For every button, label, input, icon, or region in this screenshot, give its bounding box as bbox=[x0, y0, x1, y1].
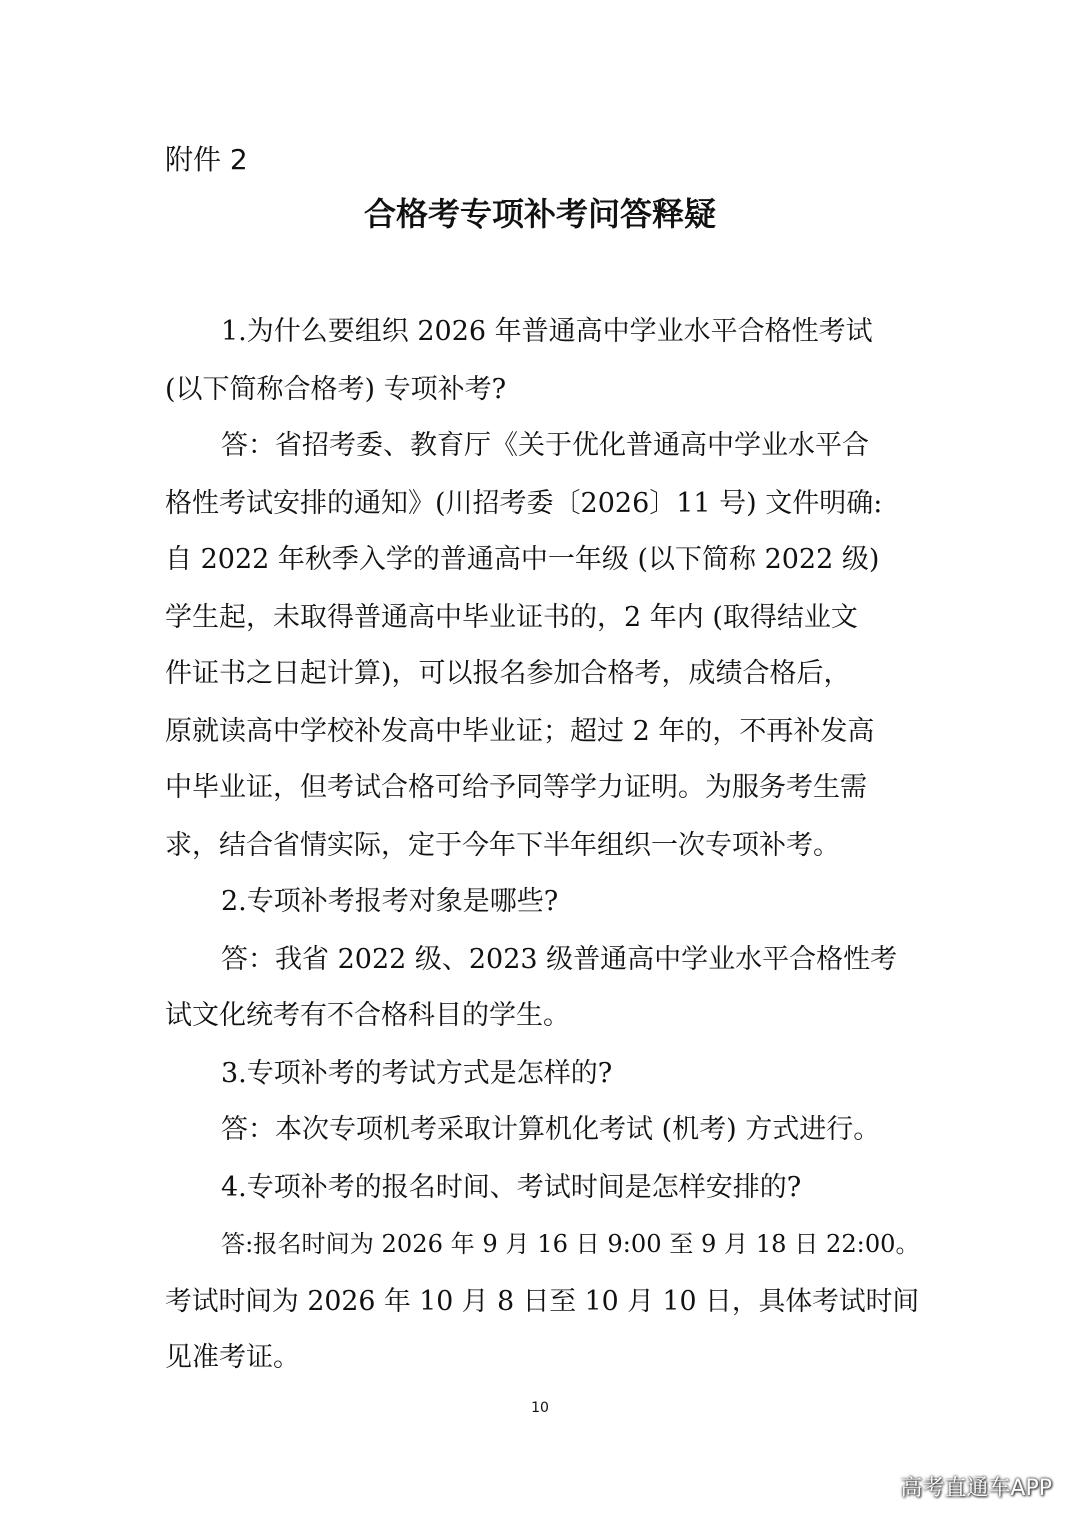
answer-1-line-8: 求，结合省情实际，定于今年下半年组织一次专项补考。 bbox=[165, 830, 840, 861]
answer-1-line-5: 件证书之日起计算)，可以报名参加合格考，成绩合格后， bbox=[165, 658, 851, 689]
question-2: 2.专项补考报考对象是哪些? bbox=[221, 886, 559, 917]
answer-4-line-1: 答:报名时间为 2026 年 9 月 16 日 9:00 至 9 月 18 日 22:00。 bbox=[221, 1230, 920, 1258]
answer-1-line-4: 学生起，未取得普通高中毕业证书的，2 年内 (取得结业文 bbox=[165, 602, 858, 633]
document-title: 合格考专项补考问答释疑 bbox=[363, 195, 716, 233]
question-4: 4.专项补考的报名时间、考试时间是怎样安排的? bbox=[221, 1172, 802, 1203]
page-number: 10 bbox=[531, 1400, 549, 1416]
question-1-line-2: (以下简称合格考) 专项补考? bbox=[165, 374, 507, 405]
answer-3: 答：本次专项机考采取计算机化考试 (机考) 方式进行。 bbox=[221, 1114, 881, 1145]
question-3: 3.专项补考的考试方式是怎样的? bbox=[221, 1058, 613, 1089]
answer-2-line-2: 试文化统考有不合格科目的学生。 bbox=[165, 1000, 570, 1031]
answer-2-line-1: 答：我省 2022 级、2023 级普通高中学业水平合格性考 bbox=[221, 944, 898, 975]
answer-1-line-1: 答：省招考委、教育厅《关于优化普通高中学业水平合 bbox=[221, 430, 869, 461]
answer-1-line-7: 中毕业证，但考试合格可给予同等学力证明。为服务考生需 bbox=[165, 772, 867, 803]
answer-1-line-2: 格性考试安排的通知》(川招考委〔2026〕11 号) 文件明确: bbox=[165, 488, 883, 519]
answer-1-line-6: 原就读高中学校补发高中毕业证；超过 2 年的，不再补发高 bbox=[165, 716, 875, 747]
answer-1-line-3: 自 2022 年秋季入学的普通高中一年级 (以下简称 2022 级) bbox=[165, 544, 880, 575]
answer-4-line-2: 考试时间为 2026 年 10 月 8 日至 10 月 10 日，具体考试时间 bbox=[165, 1286, 920, 1317]
question-1-line-1: 1.为什么要组织 2026 年普通高中学业水平合格性考试 bbox=[221, 316, 873, 347]
watermark: 高考直通车APP bbox=[900, 1476, 1052, 1501]
answer-4-line-3: 见准考证。 bbox=[165, 1342, 300, 1373]
attachment-label: 附件 2 bbox=[165, 143, 248, 176]
